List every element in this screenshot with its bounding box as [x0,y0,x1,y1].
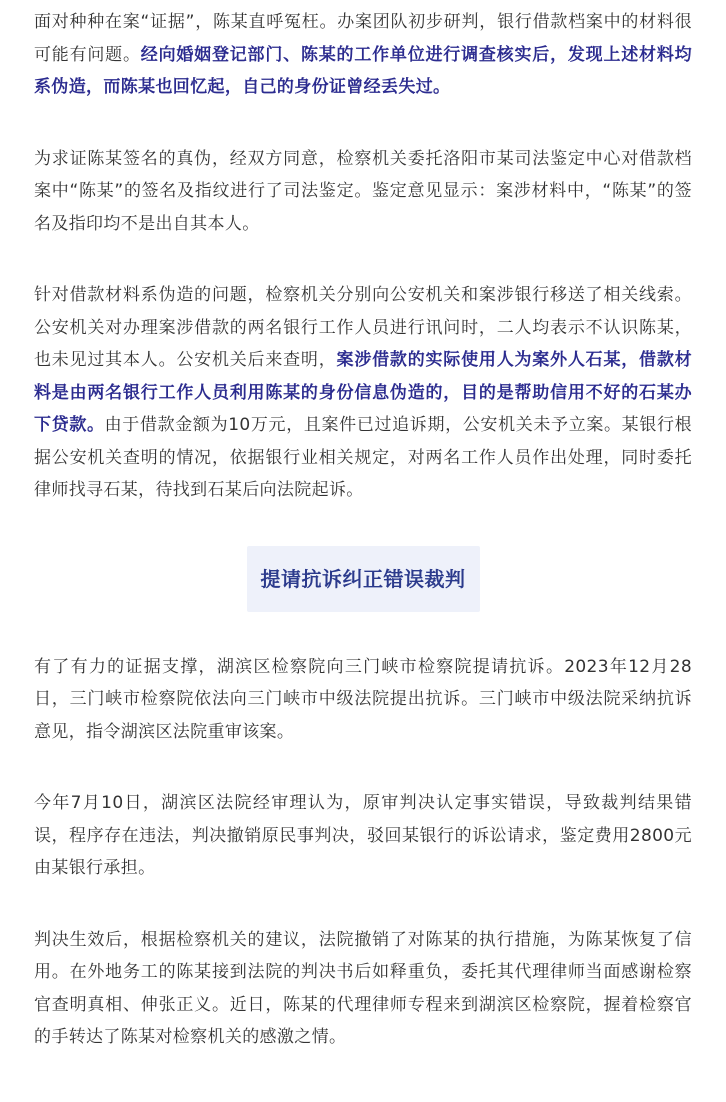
paragraph-text: 针对借款材料系伪造的问题，检察机关分别向公安机关和案涉银行移送了相关线索。公安机关对办理案涉借款的两名银行工作人员进行讯问时，二人均表示不认识陈某，也未见过其本人。公安机关后来查明， [34,285,692,370]
paragraph-text: 由于借款金额为10万元，且案件已过追诉期，公安机关未予立案。某银行根据公安机关查明的情况，依据银行业相关规定，对两名工作人员作出处理，同时委托律师找寻石某，待找到石某后向法院起诉。 [34,415,693,500]
highlighted-text: 案涉借款的实际使用人为案外人石某，借款材料是由两名银行工作人员利用陈某的身份信息伪造的，目的是帮助信用不好的石某办下贷款。 [34,350,692,435]
article-paragraph [34,279,692,507]
article-paragraph [34,6,692,104]
article-paragraph [34,143,692,241]
section-heading-container [34,546,692,612]
article-paragraph [34,651,692,749]
article-paragraph [34,787,692,885]
paragraph-text: 有了有力的证据支撑，湖滨区检察院向三门峡市检察院提请抗诉。2023年12月28日，三门峡市检察院依法向三门峡市中级法院提出抗诉。三门峡市中级法院采纳抗诉意见，指令湖滨区法院重审该案。 [34,656,692,742]
article-body-top [34,6,692,507]
article-body-bottom [34,651,692,1054]
paragraph-text: 今年7月10日，湖滨区法院经审理认为，原审判决认定事实错误，导致裁判结果错误，程序存在违法，判决撤销原民事判决，驳回某银行的诉讼请求，鉴定费用2800元由某银行承担。 [34,793,692,878]
section-heading: 提请抗诉纠正错误裁判 [247,546,480,612]
paragraph-text: 面对种种在案“证据”，陈某直呼冤枉。办案团队初步研判，银行借款档案中的材料很可能有问题。 [34,12,692,65]
paragraph-text: 为求证陈某签名的真伪，经双方同意，检察机关委托洛阳市某司法鉴定中心对借款档案中“陈某”的签名及指纹进行了司法鉴定。鉴定意见显示：案涉材料中，“陈某”的签名及指印均不是出自其本人。 [34,148,692,234]
article-paragraph [34,924,692,1054]
highlighted-text: 经向婚姻登记部门、陈某的工作单位进行调查核实后，发现上述材料均系伪造，而陈某也回忆起，自己的身份证曾经丢失过。 [34,44,692,97]
paragraph-text: 判决生效后，根据检察机关的建议，法院撤销了对陈某的执行措施，为陈某恢复了信用。在外地务工的陈某接到法院的判决书后如释重负，委托其代理律师当面感谢检察官查明真相、伸张正义。近日，陈某的代理律师专程来到湖滨区检察院，握着检察官的手转达了陈某对检察机关的感激之情。 [34,929,692,1047]
